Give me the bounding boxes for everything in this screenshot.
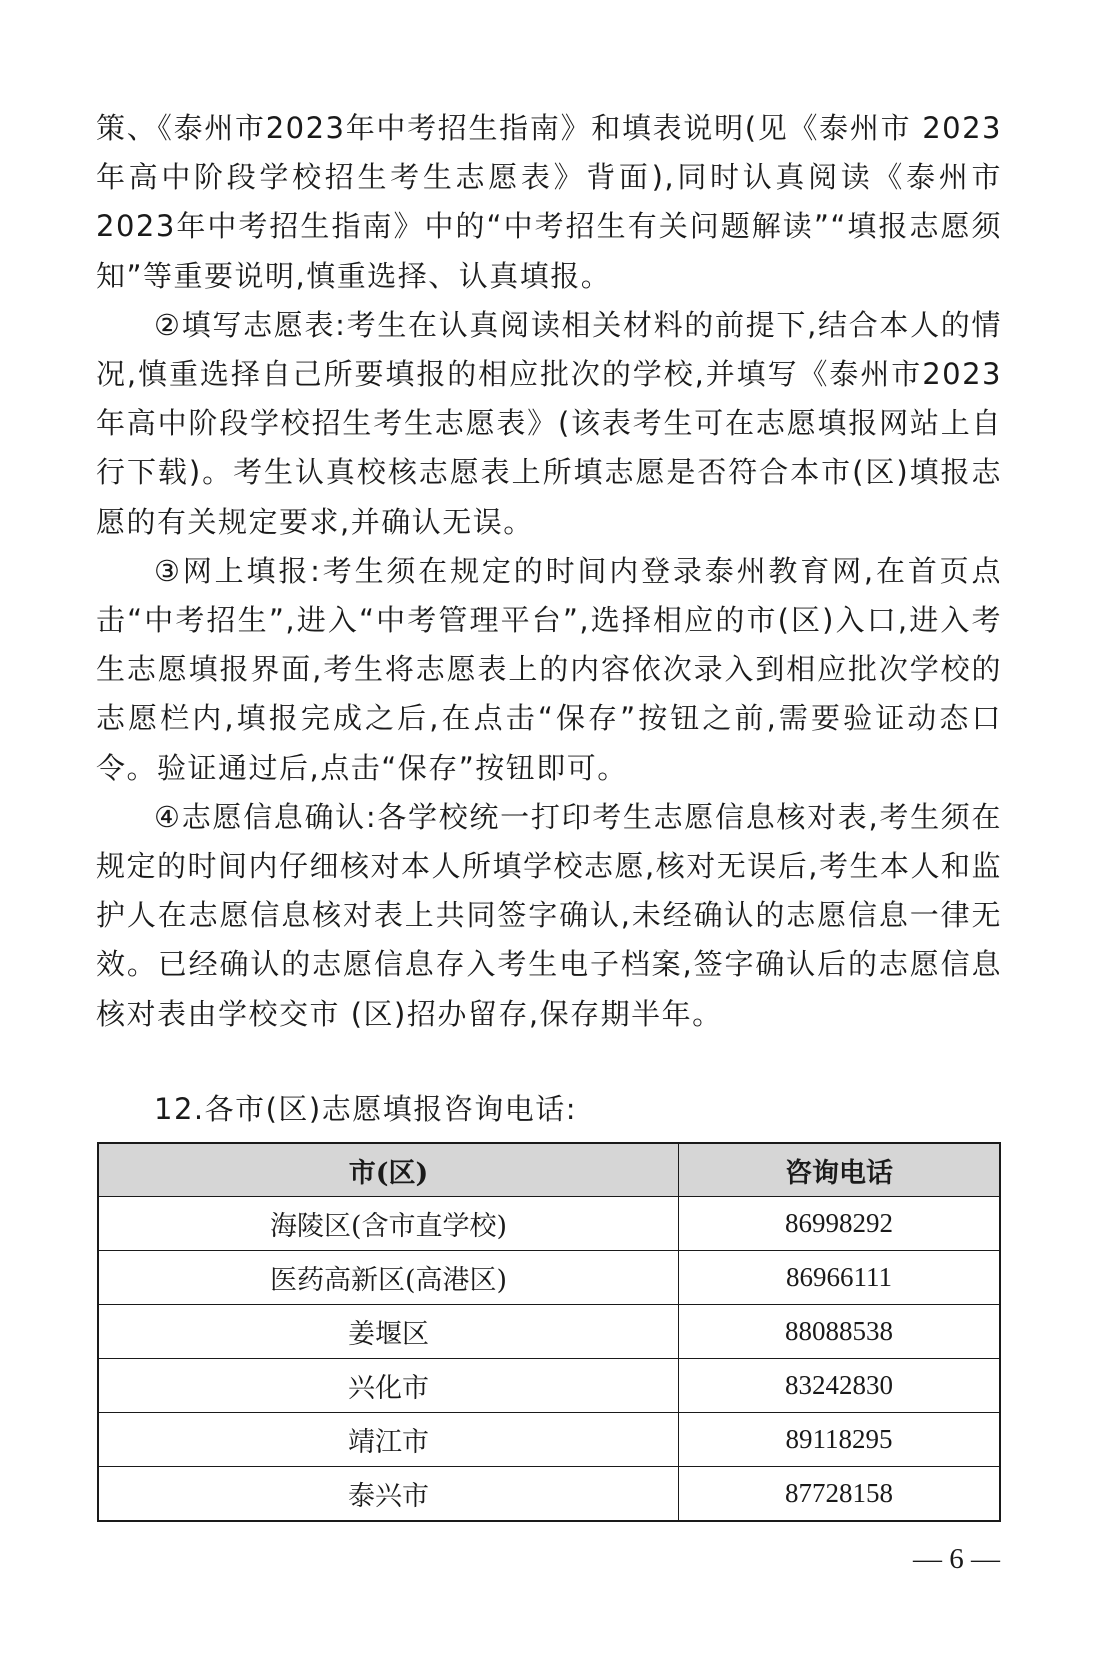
column-header-district: 市(区) xyxy=(98,1143,679,1197)
consultation-phone-table xyxy=(97,1142,1001,1522)
table-row xyxy=(98,1359,1000,1413)
page-number: — 6 — xyxy=(913,1543,1000,1575)
phone-cell: 86966111 xyxy=(679,1251,1001,1305)
phone-cell: 89118295 xyxy=(679,1413,1001,1467)
paragraph-3: ③网上填报:考生须在规定的时间内登录泰州教育网,在首页点击“中考招生”,进入“中考管理平台”,选择相应的市(区)入口,进入考生志愿填报界面,考生将志愿表上的内容依次录入到相应批次学校的志愿栏内,填报完成之后,在点击“保存”按钮之前,需要验证动态口令。验证通过后,点击“保存”按钮即可。 xyxy=(96,553,1002,785)
phone-cell: 86998292 xyxy=(679,1197,1001,1251)
district-cell: 兴化市 xyxy=(98,1359,679,1413)
section-heading: 12.各市(区)志愿填报咨询电话: xyxy=(154,1092,578,1126)
district-cell: 泰兴市 xyxy=(98,1467,679,1522)
table-row xyxy=(98,1305,1000,1359)
table-row xyxy=(98,1197,1000,1251)
table-row xyxy=(98,1467,1000,1522)
district-cell: 医药高新区(高港区) xyxy=(98,1251,679,1305)
district-cell: 靖江市 xyxy=(98,1413,679,1467)
district-cell: 海陵区(含市直学校) xyxy=(98,1197,679,1251)
table-header-row xyxy=(98,1143,1000,1197)
column-header-phone: 咨询电话 xyxy=(679,1143,1001,1197)
phone-cell: 87728158 xyxy=(679,1467,1001,1522)
phone-cell: 88088538 xyxy=(679,1305,1001,1359)
district-cell: 姜堰区 xyxy=(98,1305,679,1359)
body-text xyxy=(96,104,1002,1039)
table-row xyxy=(98,1413,1000,1467)
paragraph-1: 策、《泰州市2023年中考招生指南》和填表说明(见《泰州市 2023年高中阶段学校招生考生志愿表》背面),同时认真阅读《泰州市 2023年中考招生指南》中的“中考招生有关问题解读”“填报志愿须知”等重要说明,慎重选择、认真填报。 xyxy=(96,111,1002,293)
phone-cell: 83242830 xyxy=(679,1359,1001,1413)
paragraph-2: ②填写志愿表:考生在认真阅读相关材料的前提下,结合本人的情况,慎重选择自己所要填报的相应批次的学校,并填写《泰州市2023年高中阶段学校招生考生志愿表》(该表考生可在志愿填报网站上自行下载)。考生认真校核志愿表上所填志愿是否符合本市(区)填报志愿的有关规定要求,并确认无误。 xyxy=(96,307,1002,539)
paragraph-4: ④志愿信息确认:各学校统一打印考生志愿信息核对表,考生须在规定的时间内仔细核对本人所填学校志愿,核对无误后,考生本人和监护人在志愿信息核对表上共同签字确认,未经确认的志愿信息一律无效。已经确认的志愿信息存入考生电子档案,签字确认后的志愿信息核对表由学校交市 (区)招办留存,保存期半年。 xyxy=(96,799,1002,1031)
table-row xyxy=(98,1251,1000,1305)
